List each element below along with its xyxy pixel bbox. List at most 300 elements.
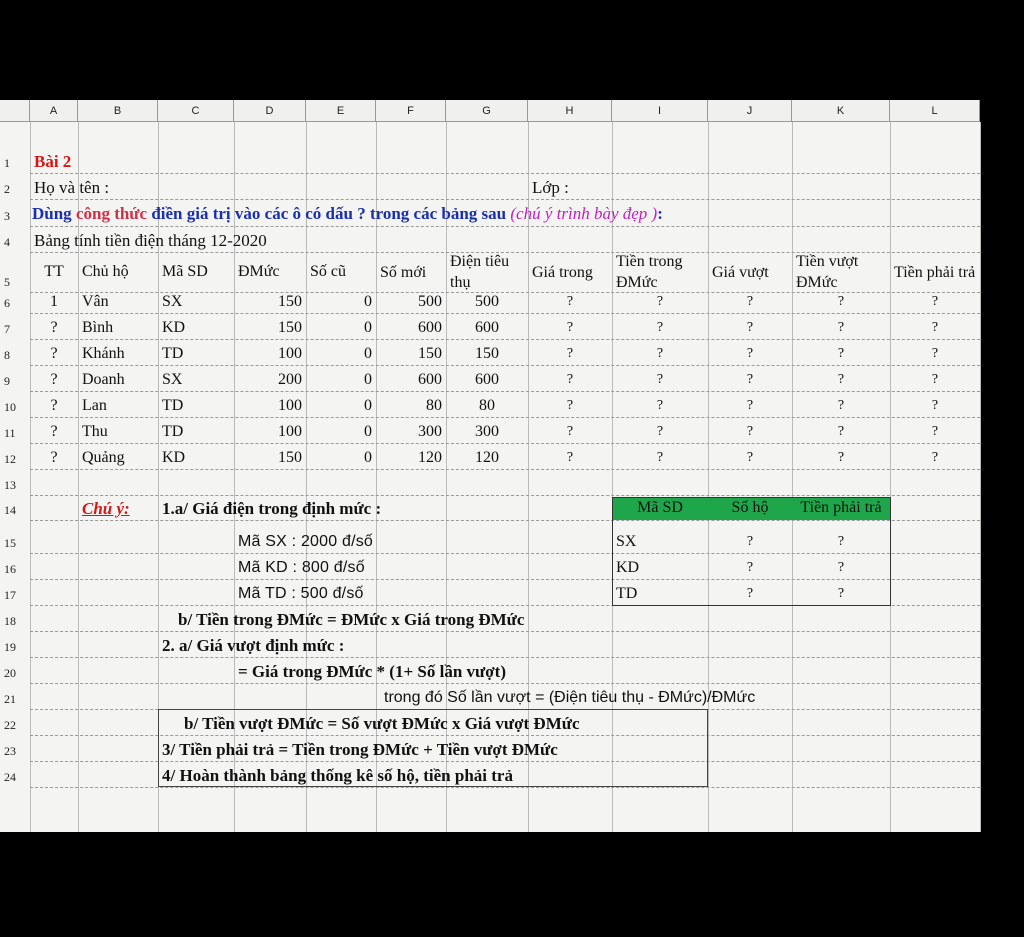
table-title-cell[interactable] — [34, 226, 372, 252]
cell-unknown[interactable] — [712, 417, 788, 443]
cell-dien-tieu-thu[interactable] — [450, 339, 524, 365]
header-gia-trong-text: Giá trong — [532, 263, 593, 281]
cell-unknown[interactable] — [796, 417, 886, 443]
header-tien-vuot[interactable] — [796, 252, 886, 292]
note-2a-cell-text: 2. a/ Giá vượt định mức : — [162, 636, 345, 655]
row-header-5[interactable]: 5 — [4, 275, 10, 289]
cell-dmuc[interactable] — [238, 292, 302, 313]
cell-ma-sd[interactable] — [162, 339, 230, 365]
cell-dien-tieu-thu[interactable] — [450, 292, 524, 313]
note-2a-where-cell[interactable] — [384, 683, 886, 709]
cell-dmuc[interactable] — [238, 443, 302, 469]
header-tien-trong-text: Tiền trong ĐMức — [616, 253, 683, 291]
cell-so-cu-text: 0 — [364, 371, 372, 388]
cell-tt[interactable] — [34, 339, 74, 365]
cell-so-cu[interactable] — [310, 365, 372, 391]
cell-dien-tieu-thu-text: 500 — [475, 293, 499, 310]
cell-unknown[interactable] — [894, 313, 976, 339]
cell-so-moi-text: 80 — [426, 397, 442, 414]
cell-unknown-text: ? — [656, 398, 664, 413]
cell-dmuc-text: 100 — [278, 397, 302, 414]
header-tt-text: TT — [44, 263, 64, 280]
column-header-l[interactable]: L — [890, 100, 980, 122]
header-so-moi[interactable] — [380, 252, 442, 292]
cell-tt-text: ? — [50, 449, 58, 466]
cell-so-moi-text: 600 — [418, 319, 442, 336]
header-dien-tieu-thu-text: Điện tiêu thụ — [450, 253, 510, 291]
cell-so-moi[interactable] — [380, 391, 442, 417]
grid-row-line — [30, 787, 980, 788]
cell-unknown-text: ? — [656, 424, 664, 439]
summary-total-text: ? — [837, 560, 845, 575]
note-2a-where-cell-text: trong đó Số lần vượt = (Điện tiêu thụ - ĐMức)/ĐMức — [384, 689, 756, 706]
row-header-13[interactable]: 13 — [4, 478, 16, 492]
cell-chu-ho-text: Bình — [82, 319, 114, 336]
cell-chu-ho[interactable] — [82, 417, 154, 443]
class-label-cell[interactable] — [532, 173, 608, 199]
cell-dmuc[interactable] — [238, 313, 302, 339]
cell-so-moi-text: 150 — [418, 345, 442, 362]
cell-tt[interactable] — [34, 313, 74, 339]
cell-dien-tieu-thu-text: 80 — [479, 397, 495, 414]
cell-unknown-text: ? — [746, 294, 754, 309]
cell-so-moi[interactable] — [380, 365, 442, 391]
summary-total-text: ? — [837, 586, 845, 601]
cell-ma-sd-text: SX — [162, 371, 183, 388]
summary-count[interactable] — [712, 579, 788, 605]
price-cell-text: Mã SX : 2000 đ/số — [238, 533, 374, 550]
cell-dmuc-text: 200 — [278, 371, 302, 388]
summary-total[interactable] — [796, 579, 886, 605]
row-header-11[interactable]: 11 — [4, 426, 16, 440]
grid-column-line — [980, 122, 981, 832]
cell-ma-sd-text: TD — [162, 423, 184, 440]
note-3-cell[interactable] — [162, 735, 704, 761]
summary-header-2-text: Số hộ — [731, 498, 769, 516]
cell-ma-sd[interactable] — [162, 292, 230, 313]
cell-so-cu-text: 0 — [364, 319, 372, 336]
cell-so-moi[interactable] — [380, 417, 442, 443]
cell-unknown[interactable] — [894, 292, 976, 313]
cell-tt-text: 1 — [50, 293, 58, 310]
cell-so-moi[interactable] — [380, 443, 442, 469]
column-header-j[interactable]: J — [708, 100, 792, 122]
cell-unknown-text: ? — [746, 346, 754, 361]
cell-so-moi-text: 120 — [418, 449, 442, 466]
cell-dien-tieu-thu-text: 300 — [475, 423, 499, 440]
name-label-cell[interactable] — [34, 173, 230, 199]
cell-ma-sd[interactable] — [162, 391, 230, 417]
cell-ma-sd[interactable] — [162, 443, 230, 469]
row-header-20[interactable]: 20 — [4, 666, 16, 680]
note-4-cell-text: 4/ Hoàn thành bảng thống kê số hộ, tiền phải trả — [162, 766, 513, 785]
header-chu-ho-text: Chủ hộ — [82, 263, 129, 280]
cell-chu-ho[interactable] — [82, 365, 154, 391]
note-label-cell-text: Chú ý: — [82, 499, 130, 518]
header-tt[interactable] — [34, 252, 74, 292]
instruction-end: : — [657, 204, 663, 223]
cell-unknown-text: ? — [656, 346, 664, 361]
row-header-15[interactable]: 15 — [4, 536, 16, 550]
cell-unknown[interactable] — [532, 339, 608, 365]
note-3-cell-text: 3/ Tiền phải trả = Tiền trong ĐMức + Tiền vượt ĐMức — [162, 740, 558, 759]
cell-unknown-text: ? — [931, 372, 939, 387]
grid-column-line — [708, 122, 709, 832]
cell-dmuc[interactable] — [238, 339, 302, 365]
row-header-22[interactable]: 22 — [4, 718, 16, 732]
row-header-6[interactable]: 6 — [4, 296, 10, 310]
summary-code[interactable] — [616, 579, 704, 605]
instruction-highlight: công thức — [75, 204, 148, 223]
cell-dmuc-text: 100 — [278, 345, 302, 362]
cell-unknown-text: ? — [656, 372, 664, 387]
cell-unknown[interactable] — [712, 313, 788, 339]
cell-so-cu[interactable] — [310, 339, 372, 365]
cell-tt[interactable] — [34, 391, 74, 417]
row-header-4[interactable]: 4 — [4, 235, 10, 249]
cell-unknown-text: ? — [837, 372, 845, 387]
cell-tt[interactable] — [34, 292, 74, 313]
summary-code-text: TD — [616, 585, 638, 602]
instruction-cell[interactable] — [32, 199, 663, 226]
row-header-24[interactable]: 24 — [4, 770, 16, 784]
cell-unknown[interactable] — [894, 417, 976, 443]
header-tien-trong[interactable] — [616, 252, 704, 292]
cell-unknown[interactable] — [532, 292, 608, 313]
cell-unknown-text: ? — [931, 398, 939, 413]
cell-ma-sd[interactable] — [162, 365, 230, 391]
cell-dmuc-text: 100 — [278, 423, 302, 440]
header-so-cu[interactable] — [310, 252, 372, 292]
cell-unknown[interactable] — [532, 391, 608, 417]
note-2a-formula-cell-text: = Giá trong ĐMức * (1+ Số lần vượt) — [238, 662, 506, 681]
instruction-text-part: Dùng — [32, 204, 76, 223]
cell-unknown-text: ? — [837, 424, 845, 439]
summary-header-1-text: Mã SD — [637, 498, 683, 516]
column-header-c[interactable]: C — [158, 100, 234, 122]
cell-so-cu[interactable] — [310, 313, 372, 339]
cell-chu-ho-text: Lan — [82, 397, 107, 414]
cell-unknown[interactable] — [532, 417, 608, 443]
cell-so-cu-text: 0 — [364, 345, 372, 362]
row-header-21[interactable]: 21 — [4, 692, 16, 706]
column-header-i[interactable]: I — [612, 100, 708, 122]
class-label-cell-text: Lớp : — [532, 178, 569, 197]
spreadsheet — [0, 100, 980, 832]
note-label-cell[interactable] — [82, 495, 154, 520]
row-header-2[interactable]: 2 — [4, 182, 10, 196]
cell-ma-sd[interactable] — [162, 313, 230, 339]
cell-dien-tieu-thu-text: 150 — [475, 345, 499, 362]
table-title-cell-text: Bảng tính tiền điện tháng 12-2020 — [34, 231, 267, 250]
cell-unknown-text: ? — [837, 398, 845, 413]
title-cell-text: Bài 2 — [34, 152, 72, 171]
header-tien-vuot-text: Tiền vượt ĐMức — [796, 253, 859, 291]
cell-dmuc[interactable] — [238, 417, 302, 443]
cell-chu-ho-text: Khánh — [82, 345, 125, 362]
cell-dien-tieu-thu[interactable] — [450, 365, 524, 391]
cell-dien-tieu-thu-text: 600 — [475, 319, 499, 336]
cell-dmuc[interactable] — [238, 365, 302, 391]
cell-chu-ho-text: Quảng — [82, 449, 125, 466]
cell-unknown[interactable] — [532, 365, 608, 391]
summary-header-1[interactable] — [616, 495, 704, 520]
cell-ma-sd-text: TD — [162, 345, 184, 362]
cell-so-cu-text: 0 — [364, 449, 372, 466]
cell-tt-text: ? — [50, 397, 58, 414]
cell-unknown-text: ? — [837, 346, 845, 361]
name-label-cell-text: Họ và tên : — [34, 178, 110, 197]
row-header-19[interactable]: 19 — [4, 640, 16, 654]
summary-total-text: ? — [837, 534, 845, 549]
grid-row-line — [30, 469, 980, 470]
cell-unknown-text: ? — [566, 372, 574, 387]
cell-so-cu[interactable] — [310, 391, 372, 417]
cell-so-moi-text: 600 — [418, 371, 442, 388]
cell-so-cu-text: 0 — [364, 293, 372, 310]
cell-chu-ho[interactable] — [82, 339, 154, 365]
row-header-9[interactable]: 9 — [4, 374, 10, 388]
cell-unknown[interactable] — [894, 339, 976, 365]
cell-dien-tieu-thu-text: 120 — [475, 449, 499, 466]
note-1b-cell[interactable] — [178, 605, 608, 631]
cell-unknown-text: ? — [566, 294, 574, 309]
instruction-text — [32, 205, 663, 223]
cell-unknown-text: ? — [931, 450, 939, 465]
title-cell[interactable] — [34, 147, 154, 173]
cell-dmuc-text: 150 — [278, 293, 302, 310]
summary-header-2[interactable] — [712, 495, 788, 520]
cell-dmuc-text: 150 — [278, 319, 302, 336]
header-gia-vuot[interactable] — [712, 252, 788, 292]
summary-count-text: ? — [746, 586, 754, 601]
cell-unknown[interactable] — [616, 313, 704, 339]
cell-unknown-text: ? — [656, 320, 664, 335]
note-2a-formula-cell[interactable] — [238, 657, 608, 683]
header-so-cu-text: Số cũ — [310, 263, 346, 280]
cell-unknown[interactable] — [616, 391, 704, 417]
header-chu-ho[interactable] — [82, 252, 154, 292]
cell-unknown[interactable] — [616, 365, 704, 391]
header-gia-trong[interactable] — [532, 252, 608, 292]
grid-column-line — [890, 122, 891, 832]
cell-unknown-text: ? — [656, 294, 664, 309]
cell-unknown-text: ? — [746, 450, 754, 465]
header-dmuc[interactable] — [238, 252, 302, 292]
cell-unknown[interactable] — [532, 313, 608, 339]
header-tien-phai-tra-text: Tiền phải trả — [894, 263, 976, 281]
header-gia-vuot-text: Giá vượt — [712, 263, 769, 281]
price-cell[interactable] — [238, 579, 442, 605]
select-all-corner[interactable] — [0, 100, 30, 122]
cell-chu-ho[interactable] — [82, 292, 154, 313]
cell-so-moi[interactable] — [380, 313, 442, 339]
cell-unknown-text: ? — [931, 294, 939, 309]
cell-so-cu[interactable] — [310, 417, 372, 443]
cell-chu-ho[interactable] — [82, 391, 154, 417]
grid-column-line — [30, 122, 31, 832]
note-2b-cell-text: b/ Tiền vượt ĐMức = Số vượt ĐMức x Giá vượt ĐMức — [184, 714, 580, 733]
cell-dmuc[interactable] — [238, 391, 302, 417]
summary-code[interactable] — [616, 520, 704, 553]
price-cell-text: Mã TD : 500 đ/số — [238, 585, 364, 602]
summary-code[interactable] — [616, 553, 704, 579]
row-header-1[interactable]: 1 — [4, 156, 10, 170]
summary-count-text: ? — [746, 560, 754, 575]
cell-unknown[interactable] — [796, 313, 886, 339]
cell-chu-ho-text: Doanh — [82, 371, 125, 388]
cell-ma-sd[interactable] — [162, 417, 230, 443]
row-header-8[interactable]: 8 — [4, 348, 10, 362]
cell-so-moi[interactable] — [380, 292, 442, 313]
column-header-a[interactable]: A — [30, 100, 78, 122]
cell-tt-text: ? — [50, 345, 58, 362]
header-dmuc-text: ĐMức — [238, 263, 280, 280]
cell-unknown[interactable] — [616, 417, 704, 443]
cell-ma-sd-text: SX — [162, 293, 183, 310]
cell-chu-ho[interactable] — [82, 313, 154, 339]
cell-chu-ho[interactable] — [82, 443, 154, 469]
cell-dien-tieu-thu[interactable] — [450, 313, 524, 339]
note-1a-cell[interactable] — [162, 495, 524, 520]
cell-unknown[interactable] — [796, 443, 886, 469]
cell-unknown-text: ? — [566, 398, 574, 413]
cell-dien-tieu-thu[interactable] — [450, 391, 524, 417]
cell-unknown-text: ? — [746, 424, 754, 439]
cell-so-moi[interactable] — [380, 339, 442, 365]
cell-dmuc-text: 150 — [278, 449, 302, 466]
header-so-moi-text: Số mới — [380, 263, 427, 281]
cell-so-cu[interactable] — [310, 292, 372, 313]
cell-so-cu-text: 0 — [364, 423, 372, 440]
note-2b-cell[interactable] — [184, 709, 704, 735]
column-header-g[interactable]: G — [446, 100, 528, 122]
cell-dien-tieu-thu-text: 600 — [475, 371, 499, 388]
cell-unknown[interactable] — [894, 391, 976, 417]
cell-tt[interactable] — [34, 417, 74, 443]
instruction-note: (chú ý trình bày đẹp ) — [510, 204, 658, 223]
cell-dien-tieu-thu[interactable] — [450, 417, 524, 443]
summary-count[interactable] — [712, 520, 788, 553]
cell-unknown[interactable] — [616, 339, 704, 365]
row-header-16[interactable]: 16 — [4, 562, 16, 576]
price-cell-text: Mã KD : 800 đ/số — [238, 559, 365, 576]
cell-tt[interactable] — [34, 365, 74, 391]
cell-unknown-text: ? — [656, 450, 664, 465]
cell-unknown[interactable] — [532, 443, 608, 469]
price-cell[interactable] — [238, 520, 442, 553]
header-ma-sd[interactable] — [162, 252, 230, 292]
cell-unknown-text: ? — [931, 346, 939, 361]
cell-so-moi-text: 500 — [418, 293, 442, 310]
cell-unknown-text: ? — [931, 320, 939, 335]
cell-unknown[interactable] — [712, 339, 788, 365]
cell-unknown[interactable] — [796, 365, 886, 391]
row-header-17[interactable]: 17 — [4, 588, 16, 602]
cell-unknown-text: ? — [931, 424, 939, 439]
grid-column-line — [792, 122, 793, 832]
cell-unknown[interactable] — [712, 292, 788, 313]
cell-unknown-text: ? — [746, 398, 754, 413]
cell-so-cu-text: 0 — [364, 397, 372, 414]
summary-count[interactable] — [712, 553, 788, 579]
note-2a-cell[interactable] — [162, 631, 442, 657]
cell-unknown-text: ? — [566, 424, 574, 439]
row-header-12[interactable]: 12 — [4, 452, 16, 466]
summary-total[interactable] — [796, 553, 886, 579]
column-header-h[interactable]: H — [528, 100, 612, 122]
cell-unknown[interactable] — [894, 443, 976, 469]
cell-unknown-text: ? — [837, 450, 845, 465]
cell-unknown-text: ? — [746, 320, 754, 335]
row-header-14[interactable]: 14 — [4, 503, 16, 517]
cell-chu-ho-text: Thu — [82, 423, 108, 440]
cell-unknown[interactable] — [894, 365, 976, 391]
header-tien-phai-tra[interactable] — [894, 252, 976, 292]
cell-unknown[interactable] — [796, 391, 886, 417]
header-ma-sd-text: Mã SD — [162, 263, 208, 280]
cell-unknown[interactable] — [796, 339, 886, 365]
column-header-k[interactable]: K — [792, 100, 890, 122]
cell-tt-text: ? — [50, 371, 58, 388]
summary-header-3[interactable] — [796, 495, 886, 520]
cell-unknown-text: ? — [566, 320, 574, 335]
summary-total[interactable] — [796, 520, 886, 553]
column-header-b[interactable]: B — [78, 100, 158, 122]
row-header-7[interactable]: 7 — [4, 322, 10, 336]
summary-header-3-text: Tiền phải trả — [800, 498, 882, 516]
cell-unknown[interactable] — [796, 292, 886, 313]
cell-unknown[interactable] — [616, 443, 704, 469]
cell-tt-text: ? — [50, 423, 58, 440]
column-header-bar — [0, 100, 980, 122]
cell-so-cu[interactable] — [310, 443, 372, 469]
column-header-d[interactable]: D — [234, 100, 306, 122]
row-header-10[interactable]: 10 — [4, 400, 16, 414]
cell-unknown-text: ? — [837, 294, 845, 309]
cell-unknown-text: ? — [837, 320, 845, 335]
cell-tt-text: ? — [50, 319, 58, 336]
note-1a-cell-text: 1.a/ Giá điện trong định mức : — [162, 499, 382, 518]
cell-so-moi-text: 300 — [418, 423, 442, 440]
row-header-23[interactable]: 23 — [4, 744, 16, 758]
cell-ma-sd-text: KD — [162, 449, 186, 466]
cell-dien-tieu-thu[interactable] — [450, 443, 524, 469]
cell-tt[interactable] — [34, 443, 74, 469]
summary-count-text: ? — [746, 534, 754, 549]
column-header-e[interactable]: E — [306, 100, 376, 122]
cell-unknown[interactable] — [712, 365, 788, 391]
cell-ma-sd-text: TD — [162, 397, 184, 414]
cell-unknown[interactable] — [712, 443, 788, 469]
instruction-text-part: điền giá trị vào các ô có dấu ? trong các bảng sau — [147, 204, 511, 223]
note-1b-cell-text: b/ Tiền trong ĐMức = ĐMức x Giá trong ĐMức — [178, 610, 525, 629]
summary-code-text: KD — [616, 559, 640, 576]
cell-unknown-text: ? — [746, 372, 754, 387]
price-cell[interactable] — [238, 553, 442, 579]
cell-unknown[interactable] — [712, 391, 788, 417]
cell-unknown-text: ? — [566, 346, 574, 361]
cell-chu-ho-text: Vân — [82, 293, 109, 310]
header-dien-tieu-thu[interactable] — [450, 252, 524, 292]
cell-unknown[interactable] — [616, 292, 704, 313]
column-header-f[interactable]: F — [376, 100, 446, 122]
note-4-cell[interactable] — [162, 761, 704, 787]
row-header-3[interactable]: 3 — [4, 209, 10, 223]
summary-code-text: SX — [616, 533, 637, 550]
row-header-18[interactable]: 18 — [4, 614, 16, 628]
cell-ma-sd-text: KD — [162, 319, 186, 336]
